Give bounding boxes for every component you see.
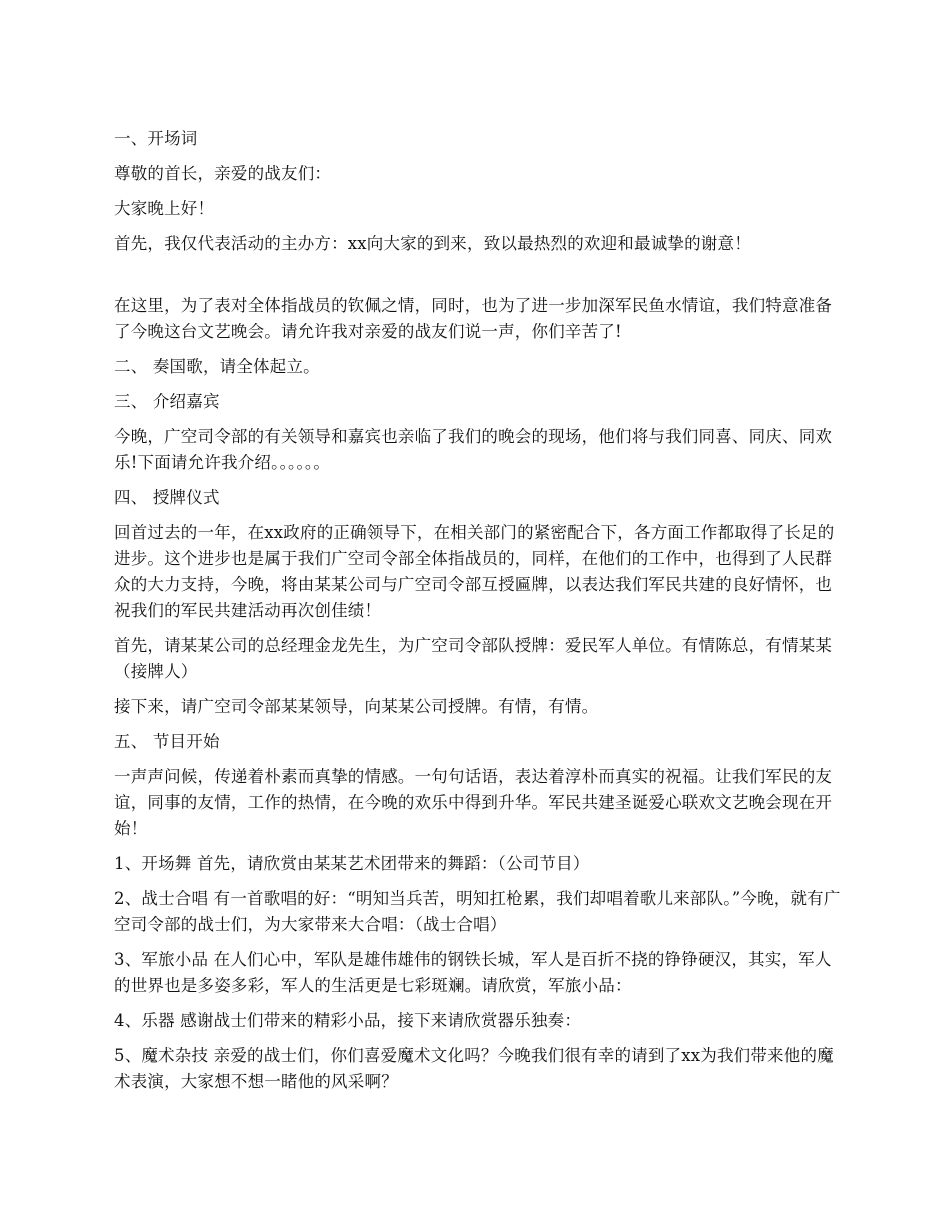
award-second-paragraph: 接下来，请广空司令部某某领导，向某某公司授牌。有情，有情。 [114,697,599,716]
program-intro-paragraph: 一声声问候，传递着朴素而真挚的情感。一句句话语，表达着淳朴而真实的祝福。让我们军民的友谊，同事的友情，工作的热情，在今晚的欢乐中得到升华。军民共建圣诞爱心联欢文艺晚会现在开始！ [114,767,833,838]
document-body [114,126,844,1104]
salutation: 尊敬的首长，亲爱的战友们： [114,164,332,183]
intro-paragraph: 在这里，为了表对全体指战员的钦佩之情，同时，也为了进一步加深军民鱼水情谊，我们特意准备了今晚这台文艺晚会。请允许我对亲爱的战友们说一声，你们辛苦了! [114,296,833,341]
program-item-4: 4、乐器 感谢战士们带来的精彩小品，接下来请欣赏器乐独奏： [114,1011,582,1030]
program-item-1: 1、开场舞 首先，请欣赏由某某艺术团带来的舞蹈：（公司节目） [114,854,590,873]
award-first-paragraph: 首先，请某某公司的总经理金龙先生，为广空司令部队授牌：爱民军人单位。有情陈总，有情某某（接牌人） [114,636,833,681]
guests-paragraph: 今晚，广空司令部的有关领导和嘉宾也亲临了我们的晚会的现场，他们将与我们同喜、同庆、同欢乐!下面请允许我介绍。。。。。。 [114,427,833,472]
section-heading-program: 五、 节目开始 [114,732,220,751]
section-heading-anthem: 二、 奏国歌，请全体起立。 [114,357,320,376]
section-heading-opening: 一、开场词 [114,129,198,148]
section-heading-award: 四、 授牌仪式 [114,488,220,507]
section-heading-guests: 三、 介绍嘉宾 [114,392,220,411]
program-item-2: 2、战士合唱 有一首歌唱的好：“明知当兵苦，明知扛枪累，我们却唱着歌儿来部队。”今晚，就有广空司令部的战士们，为大家带来大合唱：（战士合唱） [114,889,841,934]
welcome-paragraph: 首先，我仅代表活动的主办方：xx向大家的到来，致以最热烈的欢迎和最诚挚的谢意！ [114,234,751,253]
award-paragraph: 回首过去的一年，在xx政府的正确领导下，在相关部门的紧密配合下，各方面工作都取得了长足的进步。这个进步也是属于我们广空司令部全体指战员的，同样，在他们的工作中，也得到了人民群众的大力支持，今晚，将由某某公司与广空司令部互授匾牌，以表达我们军民共建的良好情怀，也祝我们的军民共建活动再次创佳绩！ [114,523,835,620]
program-item-3: 3、军旅小品 在人们心中，军队是雄伟雄伟的钢铁长城，军人是百折不挠的铮铮硬汉，其实，军人的世界也是多姿多彩，军人的生活更是七彩斑斓。请欣赏，军旅小品： [114,950,832,995]
greeting: 大家晚上好！ [114,199,215,218]
program-item-5: 5、魔术杂技 亲爱的战士们，你们喜爱魔术文化吗？今晚我们很有幸的请到了xx为我们带来他的魔术表演，大家想不想一睹他的风采啊？ [114,1046,834,1091]
